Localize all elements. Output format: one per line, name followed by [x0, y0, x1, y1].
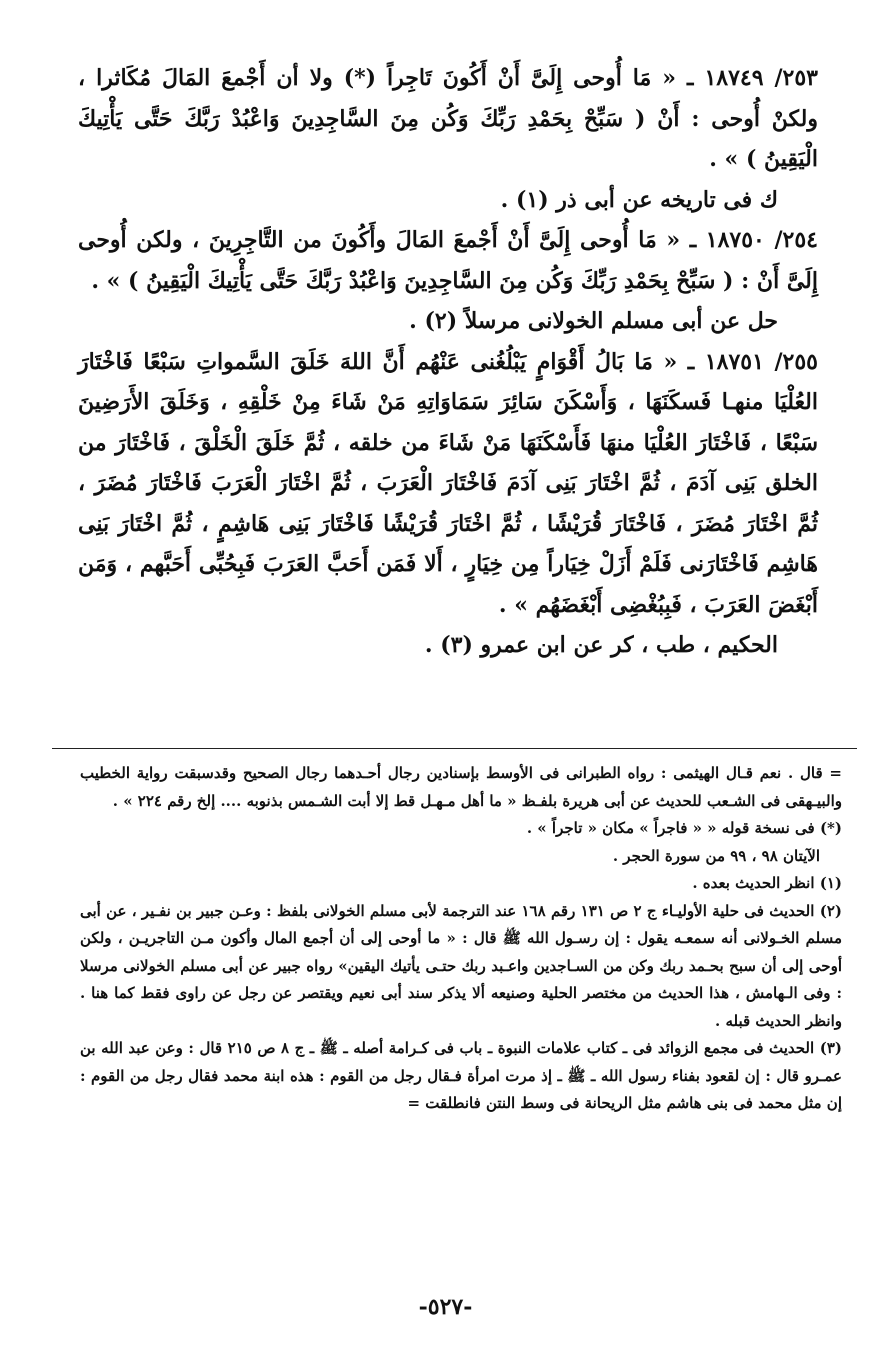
footnote [80, 898, 842, 1036]
footnote-divider [52, 748, 857, 749]
footnote-label: (*) [819, 819, 842, 837]
footnote [80, 843, 842, 871]
dash: ـ [676, 65, 694, 91]
footnote-text: فى نسخة قوله « « فاجراً » مكان « تاجراً » . [526, 819, 815, 837]
hadith-number: ٢٥٣/ ١٨٧٤٩ [704, 65, 818, 91]
footnote-text: الآيتان ٩٨ ، ٩٩ من سورة الحجر . [612, 846, 820, 865]
hadith-text: « مَا بَالُ أَقْوَامٍ يَبْلُغُنى عَنْهُم أَنَّ اللهَ خَلَقَ السَّمواتِ سَبْعًا فَاخْتَارَ العُلْيَا منهـا فَسكَنَهَا ، وَأَسْكَنَ سَائِرَ سَمَاوَاتِهِ مَنْ شَاءَ مِنْ خَلْقِهِ ، وَخَلَقَ الأَرَضِينَ سَبْعًا ، فَاخْتَارَ العُلْيَا منهَا فَأَسْكَنَهَا مَنْ شَاءَ من خلقه ، ثُمَّ خَلَقَ الْخَلْقَ ، فَاخْتَارَ من الخلق بَنِى آدَمَ ، ثُمَّ اخْتَارَ بَنِى آدَمَ فَاخْتَارَ الْعَرَبَ ، ثُمَّ اخْتَارَ الْعَرَبَ فَاخْتَارَ مُضَرَ ، ثُمَّ اخْتَارَ مُضَرَ ، فَاخْتَارَ قُرَيْشًا ، ثُمَّ اخْتَارَ قُرَيْشًا فَاخْتَارَ بَنِى هَاشِمٍ ، ثُمَّ اخْتَارَ بَنِى هَاشِم فَاخْتَارَنى فَلَمْ أَزَلْ خِيَاراً مِن خِيَارٍ ، أَلا فَمَن أَحَبَّ العَرَبَ فَبِحُبِّى أَحَبَّهم ، وَمَن أَبْغَضَ العَرَبَ ، فَبِبُغْضِى أَبْغَضَهُم » . [78, 348, 818, 618]
footnote-text: الحديث فى مجمع الزوائد فى ـ كتاب علامات النبوة ـ باب فى كـرامة أصله ـ ﷺ ـ ج ٨ ص ٢١٥ قال : وعن عبد الله بن عمـرو قال : إن لقعود بفناء رسول الله ـ ﷺ ـ إذ مرت امرأة فـقال رجل من القوم : هذه ابنة محمد فقال رجل من القوم : إن مثل محمد فى بنى هاشم مثل الريحانة فى وسط النتن فانطلقت = [80, 1039, 842, 1112]
main-text [78, 58, 818, 666]
footnote [80, 870, 842, 898]
footnote-text: انظر الحديث بعده . [692, 874, 815, 892]
hadith-text: « مَا أُوحى إِلَىَّ أَنْ أَكُونَ تَاجِراً (*) ولا أن أَجْمعَ المَالَ مُكَاثرا ، ولكنْ أُوحى : أَنْ ( سَبِّحْ بِحَمْدِ رَبِّكَ وَكُن مِنَ السَّاجِدِينَ وَاعْبُدْ رَبَّكَ حَتَّى يَأْتِيكَ الْيَقِينُ ) » . [78, 65, 819, 172]
hadith-source: حل عن أبى مسلم الخولانى مرسلاً (٢) . [409, 308, 778, 334]
footnote-text: = قال . نعم قـال الهيثمى : رواه الطبرانى فى الأوسط بإسنادين رجال أحـدهما رجال الصحيح وقدسبقت رواية الخطيب والبيـهقى فى الشـعب للحديث عن أبى هريرة بلفـظ « ما أهل مـهـل قط إلا أبت الشـمس بذنوبه .... إلخ رقم ٢٢٤ » . [80, 764, 842, 810]
footnote-label: (٣) [819, 1039, 842, 1057]
dash: ـ [677, 348, 695, 375]
hadith-source: الحكيم ، طب ، كر عن ابن عمرو (٣) . [424, 632, 778, 658]
footnote [80, 815, 842, 843]
footnote [80, 760, 842, 815]
page-number: -٥٢٧- [418, 1294, 473, 1320]
hadith-entry [78, 342, 818, 626]
hadith-source: ك فى تاريخه عن أبى ذر (١) . [500, 186, 778, 213]
footnote-label: (٢) [819, 901, 842, 920]
hadith-entry [78, 220, 818, 301]
hadith-number: ٢٥٤/ ١٨٧٥٠ [705, 227, 818, 253]
footnote [80, 1035, 842, 1118]
footnote-label: (١) [819, 874, 842, 892]
hadith-entry [78, 58, 818, 180]
hadith-text: « مَا أُوحى إِلَىَّ أَنْ أَجْمعَ المَالَ وأَكُونَ من التَّاجِرِينَ ، ولكن أُوحى إِلَىَّ أَنْ : ( سَبِّحْ بِحَمْدِ رَبِّكَ وَكُن مِنَ السَّاجِدِينَ وَاعْبُدْ رَبَّكَ حَتَّى يَأْتِيكَ الْيَقِينُ ) » . [78, 227, 818, 294]
hadith-number: ٢٥٥/ ١٨٧٥١ [704, 348, 818, 375]
footnote-text: الحديث فى حلية الأوليـاء ج ٢ ص ١٣١ رقم ١٦٨ عند الترجمة لأبى مسلم الخولانى بلفظ : وعـن جبير بن نفـير ، عن أبى مسلم الخـولانى أنه سمعـه يقول : إن رسـول الله ﷺ قال : « ما أوحى إلى أن أجمع المال وأكون مـن التاجريـن ، ولكن أوحى إلى أن سبح بحـمد ربك وكن من السـاجدين واعـبد ربك حتـى يأتيك اليقين» رواه جبير عن أبى مسلم الخولانى مرسلا : وفى الـهامش ، هذا الحديث من مختصر الحلية وصنيعه ألا يذكر سند أبى نعيم ويقتصر عن رجل عن راوى فقط كما هنا . وانظر الحديث قبله . [80, 901, 842, 1030]
footnotes [80, 760, 842, 1118]
dash: ـ [680, 227, 697, 253]
